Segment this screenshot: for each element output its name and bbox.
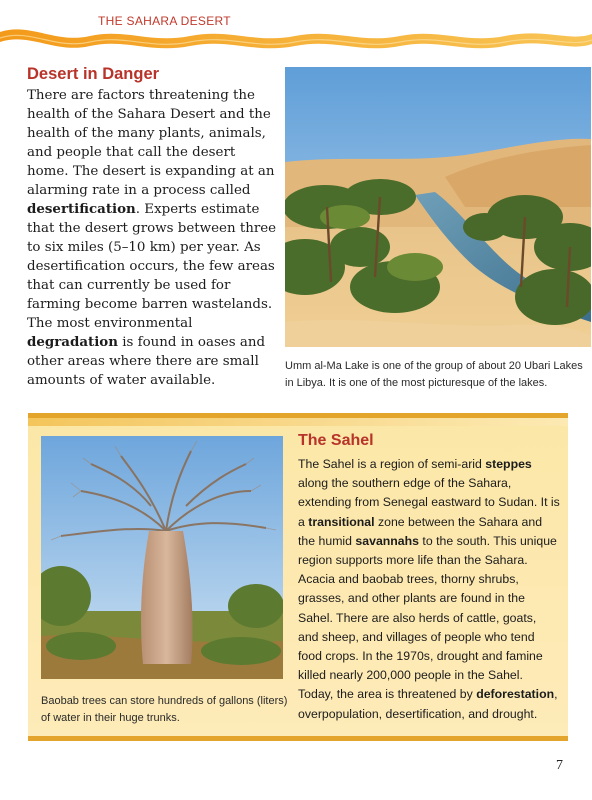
baobab-caption: Baobab trees can store hundreds of gallons (liters) of water in their huge trunks. (41, 695, 288, 724)
danger-text-3: is found in oases and other areas where there are small amounts of water available. (27, 335, 266, 388)
term-steppes: steppes (485, 457, 532, 471)
sahel-paragraph (298, 455, 560, 724)
sahel-heading: The Sahel (298, 432, 374, 449)
danger-heading: Desert in Danger (27, 65, 160, 83)
sahel-text-2: along the southern edge of the Sahara, extending from Senegal eastward to Sudan. It is a (298, 476, 560, 529)
sahel-text-5: , overpopulation, desertification, and drought. (298, 687, 558, 721)
danger-text-2: . Experts estimate that the desert grows between three to six miles (5–10 km) per year. As desertification occurs, the few areas that can currently be used for farming become barren wastelands. The most environmental (27, 202, 277, 331)
lake-photo (285, 67, 591, 347)
term-degradation: degradation (27, 334, 118, 350)
baobab-photo (41, 436, 283, 679)
lake-caption: Umm al-Ma Lake is one of the group of about 20 Ubari Lakes in Libya. It is one of the most picturesque of the lakes. (285, 360, 583, 389)
page-number: 7 (556, 758, 563, 773)
danger-text-1: There are factors threatening the health of the Sahara Desert and the health of the many plants, animals, and people that call the desert home. The desert is expanding at an alarming rate in a process called (27, 88, 275, 198)
lake-illustration (285, 67, 591, 347)
sahel-text-4: to the south. This unique region supports more life than the Sahara. Acacia and baobab trees, thorny shrubs, grasses, and other plants are found in the Sahel. There are also herds of cattle, goats, and sheep, and villages of people who tend food crops. In the 1970s, drought and famine killed nearly 200,000 people in the Sahel. Today, the area is threatened by (298, 533, 557, 702)
section-title: THE SAHARA DESERT (98, 14, 231, 28)
term-desertification: desertification (27, 201, 136, 217)
baobab-illustration (41, 436, 283, 679)
term-deforestation: deforestation (476, 687, 555, 702)
sahel-text-3: zone between the Sahara and the humid (298, 514, 543, 548)
term-transitional: transitional (308, 514, 375, 529)
wave-decoration (0, 0, 592, 70)
danger-paragraph (27, 86, 279, 390)
sahel-text-1: The Sahel is a region of semi-arid (298, 457, 486, 471)
term-savannahs: savannahs (355, 533, 419, 548)
header-band (0, 0, 592, 70)
